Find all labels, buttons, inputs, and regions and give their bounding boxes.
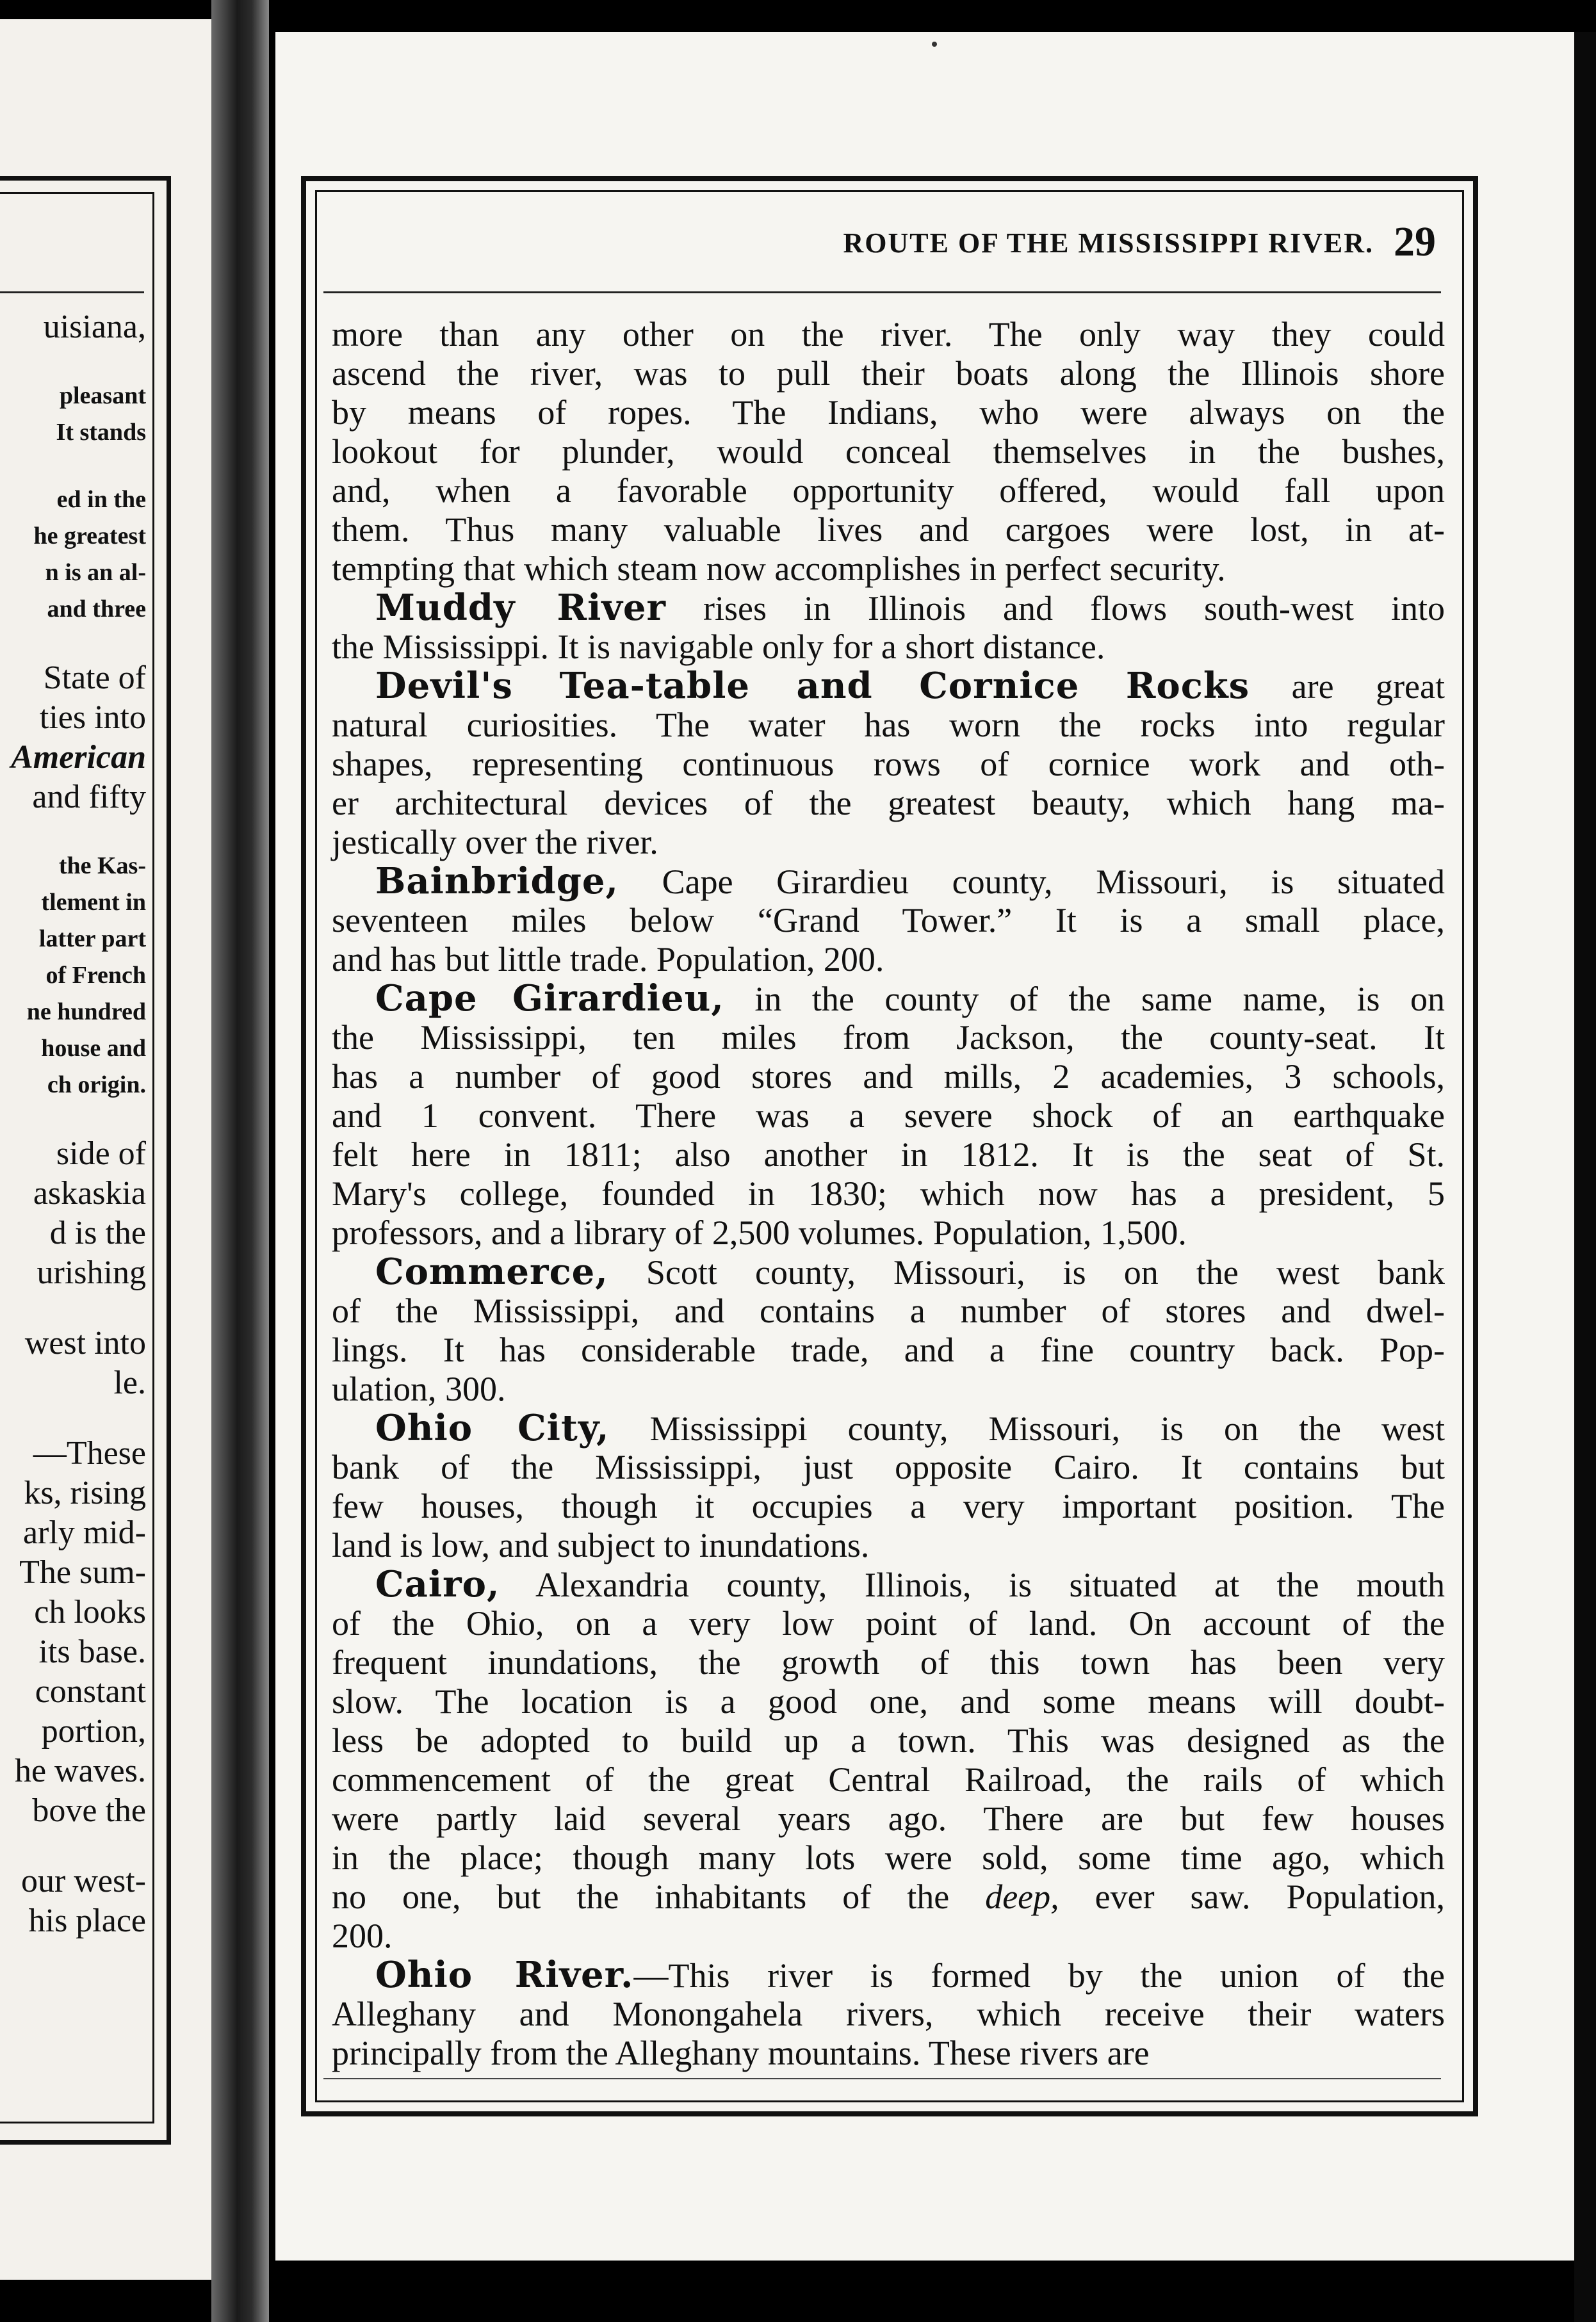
line-text: by means of ropes. The Indians, who were always on the	[332, 393, 1445, 432]
previous-page-line: —These	[33, 1435, 146, 1472]
text-line	[332, 1096, 1445, 1135]
page-body	[332, 315, 1445, 2073]
previous-page-line: American	[11, 739, 146, 775]
line-text: lookout for plunder, would conceal themselves in the bushes,	[332, 432, 1445, 471]
line-text: Scott county, Missouri, is on the west bank	[608, 1253, 1445, 1292]
previous-page-line: askaskia	[33, 1175, 146, 1212]
line-text: er architectural devices of the greatest beauty, which hang ma-	[332, 784, 1445, 822]
previous-page-line: ks, rising	[24, 1475, 146, 1511]
entry-heading: Devil's Tea-table and Cornice Rocks	[375, 665, 1250, 707]
text-line	[332, 510, 1445, 549]
entry-first-line	[332, 1565, 1445, 1604]
line-text-continued: ever saw. Population,	[1059, 1878, 1445, 1916]
line-text: jestically over the river.	[332, 823, 658, 861]
line-text: felt here in 1811; also another in 1812. It is the seat of St.	[332, 1135, 1445, 1174]
entry-first-line	[332, 1253, 1445, 1292]
previous-page-line: bove the	[32, 1792, 146, 1829]
previous-page-line: n is an al-	[45, 559, 146, 586]
previous-page-line: It stands	[56, 419, 146, 446]
text-line	[332, 549, 1445, 589]
entry-first-line	[332, 862, 1445, 901]
text-line	[332, 1331, 1445, 1370]
line-text: the Mississippi, ten miles from Jackson, the county-seat. It	[332, 1018, 1445, 1057]
text-line	[332, 1917, 1445, 1956]
line-text: —This river is formed by the union of the	[633, 1956, 1445, 1995]
text-line	[332, 1057, 1445, 1096]
line-text: slow. The location is a good one, and some means will doubt-	[332, 1682, 1445, 1721]
line-text: ascend the river, was to pull their boats along the Illinois shore	[332, 354, 1445, 393]
entry-heading: Bainbridge,	[375, 860, 619, 902]
line-text: lings. It has considerable trade, and a fine country back. Pop-	[332, 1331, 1445, 1369]
previous-page-line: the Kas-	[58, 852, 146, 879]
line-text: are great	[1250, 667, 1445, 706]
previous-page-line: its base.	[38, 1634, 146, 1670]
text-line	[332, 1682, 1445, 1721]
text-line	[332, 1448, 1445, 1487]
header-rule	[323, 291, 1441, 293]
line-text: were partly laid several years ago. There are but few houses	[332, 1799, 1445, 1838]
line-text: bank of the Mississippi, just opposite Cairo. It contains but	[332, 1448, 1445, 1486]
line-text: in the county of the same name, is on	[724, 980, 1445, 1018]
previous-page	[0, 19, 211, 2280]
previous-page-line: The sum-	[19, 1554, 146, 1591]
running-head	[323, 218, 1441, 275]
text-line	[332, 1643, 1445, 1682]
text-line	[332, 706, 1445, 745]
line-text: the Mississippi. It is navigable only for a short distance.	[332, 628, 1105, 666]
text-line	[332, 1370, 1445, 1409]
line-text: Cape Girardieu county, Missouri, is situated	[618, 863, 1445, 901]
text-line	[332, 1174, 1445, 1214]
line-text: Mary's college, founded in 1830; which now has a president, 5	[332, 1174, 1445, 1213]
running-title: ROUTE OF THE MISSISSIPPI RIVER.	[843, 227, 1374, 259]
line-text: them. Thus many valuable lives and cargoes were lost, in at-	[332, 510, 1445, 549]
line-text: in the place; though many lots were sold, some time ago, which	[332, 1839, 1445, 1877]
text-line	[332, 1292, 1445, 1331]
line-text: has a number of good stores and mills, 2 academies, 3 schools,	[332, 1057, 1445, 1096]
line-text: and, when a favorable opportunity offered, would fall upon	[332, 471, 1445, 510]
line-text: and has but little trade. Population, 200.	[332, 940, 884, 978]
text-line	[332, 354, 1445, 393]
line-text: less be adopted to build up a town. This was designed as the	[332, 1721, 1445, 1760]
text-line	[332, 784, 1445, 823]
previous-page-line: constant	[35, 1673, 146, 1710]
line-text: professors, and a library of 2,500 volumes. Population, 1,500.	[332, 1214, 1187, 1252]
entry-heading: Cairo,	[375, 1563, 500, 1605]
line-text: 200.	[332, 1917, 393, 1955]
previous-page-line: State of	[43, 660, 146, 696]
entry-heading: Ohio City,	[375, 1407, 610, 1449]
text-line	[332, 1018, 1445, 1057]
entry-first-line	[332, 667, 1445, 706]
text-line	[332, 1839, 1445, 1878]
previous-page-line: and three	[47, 596, 146, 622]
book-gutter	[211, 0, 269, 2322]
text-line	[332, 471, 1445, 510]
text-line	[332, 1721, 1445, 1760]
previous-page-header-rule	[0, 291, 144, 293]
previous-page-line: ch origin.	[47, 1071, 146, 1098]
page-edge-shadow	[1574, 32, 1596, 2322]
previous-page-line: ed in the	[56, 486, 146, 513]
previous-page-line: of French	[45, 962, 146, 989]
text-line	[332, 1760, 1445, 1799]
text-line	[332, 1526, 1445, 1565]
text-line	[332, 1995, 1445, 2034]
text-line	[332, 393, 1445, 432]
line-text: ulation, 300.	[332, 1370, 506, 1408]
previous-page-line: west into	[24, 1325, 146, 1361]
previous-page-line: portion,	[41, 1713, 146, 1750]
previous-page-line: house and	[41, 1035, 146, 1062]
previous-page-line: ties into	[39, 699, 146, 736]
line-text: more than any other on the river. The only way they could	[332, 315, 1445, 353]
previous-page-line: our west-	[21, 1863, 146, 1899]
previous-page-line: he greatest	[33, 523, 146, 549]
text-line	[332, 1135, 1445, 1174]
text-line	[332, 1799, 1445, 1839]
line-text: of the Ohio, on a very low point of land. On account of the	[332, 1604, 1445, 1643]
previous-page-text	[0, 307, 146, 1941]
previous-page-line: pleasant	[59, 382, 146, 409]
text-line	[332, 628, 1445, 667]
line-text: few houses, though it occupies a very important position. The	[332, 1487, 1445, 1525]
line-text: tempting that which steam now accomplishes in perfect security.	[332, 549, 1226, 588]
entry-first-line	[332, 979, 1445, 1018]
line-text: Alexandria county, Illinois, is situated at the mouth	[500, 1566, 1445, 1604]
line-text: Alleghany and Monongahela rivers, which receive their waters	[332, 1995, 1445, 2033]
line-text: land is low, and subject to inundations.	[332, 1526, 870, 1564]
text-line	[332, 2034, 1445, 2073]
text-line	[332, 1604, 1445, 1643]
previous-page-line: side of	[56, 1135, 146, 1172]
previous-page-line: he waves.	[14, 1753, 146, 1789]
line-text: shapes, representing continuous rows of cornice work and oth-	[332, 745, 1445, 783]
line-text: rises in Illinois and flows south-west into	[666, 589, 1445, 628]
entry-first-line	[332, 1956, 1445, 1995]
text-line	[332, 432, 1445, 471]
text-line	[332, 745, 1445, 784]
text-line	[332, 1214, 1445, 1253]
line-text: frequent inundations, the growth of this town has been very	[332, 1643, 1445, 1682]
line-text: principally from the Alleghany mountains. These rivers are	[332, 2034, 1150, 2072]
line-text: and 1 convent. There was a severe shock of an earthquake	[332, 1096, 1445, 1135]
text-line	[332, 823, 1445, 862]
entry-heading: Commerce,	[375, 1251, 608, 1293]
bottom-rule	[323, 2078, 1441, 2079]
line-text: Mississippi county, Missouri, is on the west	[609, 1409, 1445, 1448]
previous-page-line: uisiana,	[43, 309, 146, 345]
page-speck	[932, 42, 937, 47]
previous-page-line: ch looks	[34, 1594, 146, 1630]
previous-page-line: tlement in	[41, 889, 146, 916]
page-number: 29	[1394, 218, 1436, 265]
previous-page-line: d is the	[49, 1215, 146, 1251]
line-text: of the Mississippi, and contains a number of stores and dwel-	[332, 1292, 1445, 1330]
previous-page-line: le.	[113, 1365, 146, 1401]
entry-first-line	[332, 1409, 1445, 1448]
entry-first-line	[332, 589, 1445, 628]
line-text: commencement of the great Central Railroad, the rails of which	[332, 1760, 1445, 1799]
entry-heading: Muddy River	[375, 587, 667, 629]
line-text: natural curiosities. The water has worn the rocks into regular	[332, 706, 1445, 744]
previous-page-line: ne hundred	[26, 998, 146, 1025]
previous-page-line: urishing	[37, 1254, 146, 1291]
entry-heading: Ohio River.	[375, 1954, 634, 1996]
entry-heading: Cape Girardieu,	[375, 977, 724, 1019]
previous-page-line: and fifty	[32, 779, 146, 815]
text-line	[332, 315, 1445, 354]
line-text: no one, but the inhabitants of the	[332, 1878, 986, 1916]
previous-page-line: latter part	[38, 925, 146, 952]
text-line	[332, 901, 1445, 940]
text-line	[332, 1878, 1445, 1917]
previous-page-line: his place	[28, 1903, 146, 1939]
text-line	[332, 940, 1445, 979]
previous-page-line: arly mid-	[22, 1514, 146, 1551]
italic-word: deep,	[985, 1878, 1059, 1916]
text-line	[332, 1487, 1445, 1526]
line-text: seventeen miles below “Grand Tower.” It is a small place,	[332, 901, 1445, 939]
